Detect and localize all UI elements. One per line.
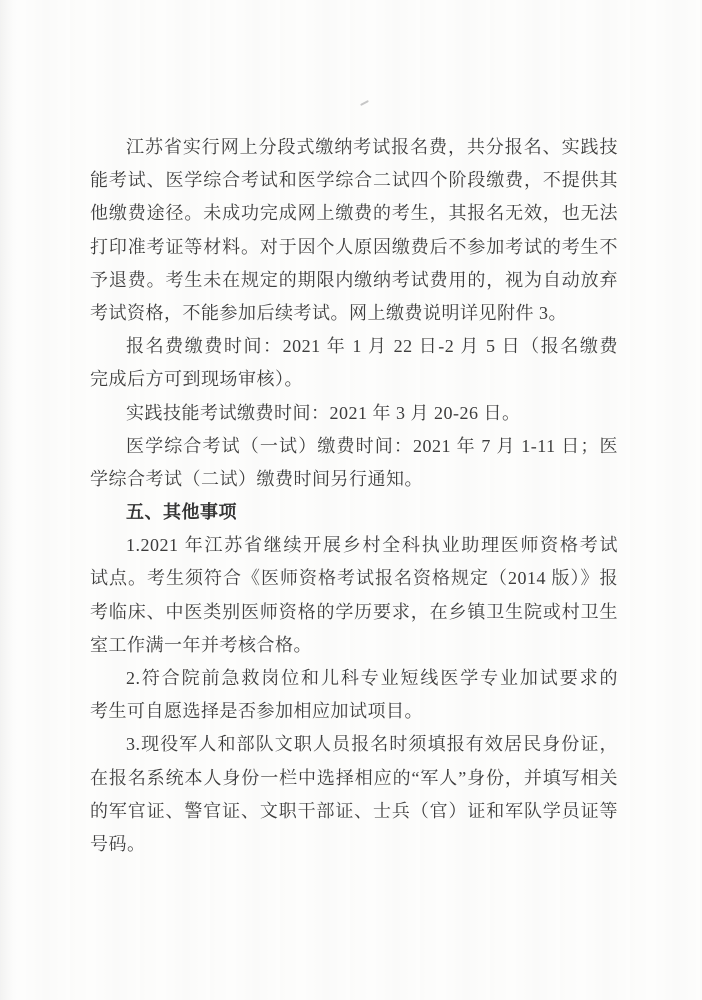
text-line: 实践技能考试缴费时间：2021 年 3 月 20-26 日。 bbox=[126, 402, 521, 423]
text-line: 能考试、医学综合考试和医学综合二试四个阶段缴费，不提供其 bbox=[90, 170, 618, 191]
paragraph bbox=[90, 662, 618, 728]
document-text-body bbox=[90, 131, 618, 861]
text-line: 打印准考证等材料。对于因个人原因缴费后不参加考试的考生不 bbox=[90, 236, 618, 257]
text-line: 号码。 bbox=[90, 833, 146, 854]
text-line: 五、其他事项 bbox=[126, 502, 237, 523]
text-line: 完成后方可到现场审核）。 bbox=[90, 369, 303, 390]
paragraph bbox=[90, 728, 618, 861]
text-line: 江苏省实行网上分段式缴纳考试报名费，共分报名、实践技 bbox=[126, 137, 618, 157]
text-line: 报名费缴费时间：2021 年 1 月 22 日-2 月 5 日（报名缴费 bbox=[126, 336, 618, 357]
text-line: 1.2021 年江苏省继续开展乡村全科执业助理医师资格考试 bbox=[126, 535, 618, 556]
text-line: 室工作满一年并考核合格。 bbox=[90, 634, 312, 655]
text-line: 考试资格，不能参加后续考试。网上缴费说明详见附件 3。 bbox=[90, 302, 567, 323]
text-line: 试点。考生须符合《医师资格考试报名资格规定（2014 版）》报 bbox=[90, 568, 618, 589]
text-line: 学综合考试（二试）缴费时间另行通知。 bbox=[90, 468, 423, 489]
scan-artifact-speck bbox=[360, 100, 369, 106]
section-heading bbox=[90, 496, 618, 529]
paragraph bbox=[90, 131, 618, 330]
text-line: 医学综合考试（一试）缴费时间：2021 年 7 月 1-11 日；医 bbox=[126, 435, 618, 456]
text-line: 予退费。考生未在规定的期限内缴纳考试费用的，视为自动放弃 bbox=[90, 269, 618, 290]
text-line: 2.符合院前急救岗位和儿科专业短线医学专业加试要求的 bbox=[126, 668, 618, 688]
text-line: 的军官证、警官证、文职干部证、士兵（官）证和军队学员证等 bbox=[90, 800, 618, 821]
text-line: 在报名系统本人身份一栏中选择相应的“军人”身份，并填写相关 bbox=[90, 767, 618, 788]
paragraph bbox=[90, 330, 618, 396]
paragraph bbox=[90, 397, 618, 430]
paragraph bbox=[90, 529, 618, 662]
text-line: 考临床、中医类别医师资格的学历要求，在乡镇卫生院或村卫生 bbox=[90, 601, 618, 622]
text-line: 他缴费途径。未成功完成网上缴费的考生，其报名无效，也无法 bbox=[90, 203, 618, 224]
text-line: 考生可自愿选择是否参加相应加试项目。 bbox=[90, 701, 423, 722]
text-line: 3.现役军人和部队文职人员报名时须填报有效居民身份证， bbox=[126, 734, 618, 755]
paragraph bbox=[90, 430, 618, 496]
